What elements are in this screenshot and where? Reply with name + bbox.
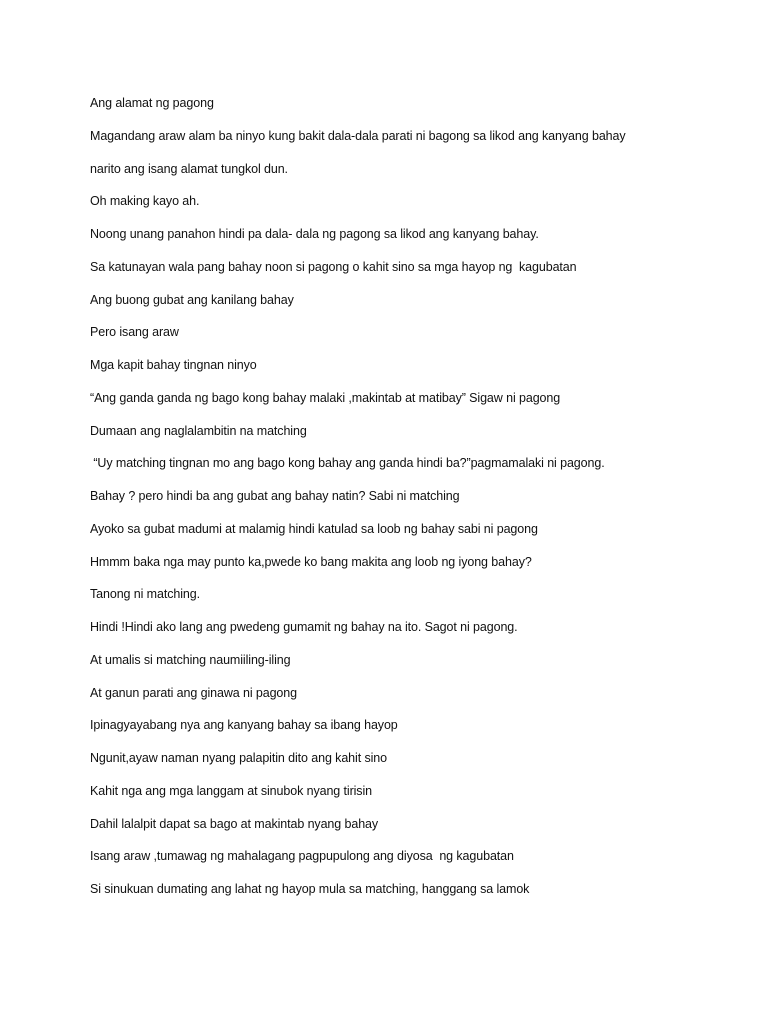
text-line: Bahay ? pero hindi ba ang gubat ang bahay natin? Sabi ni matching <box>90 489 460 503</box>
text-line: Pero isang araw <box>90 325 179 340</box>
text-line: Hindi !Hindi ako lang ang pwedeng gumamit ng bahay na ito. Sagot ni pagong. <box>90 620 518 634</box>
text-line: Magandang araw alam ba ninyo kung bakit dala-dala parati ni bagong sa likod ang kanyang bahay <box>90 128 626 143</box>
text-line: Noong unang panahon hindi pa dala- dala ng pagong sa likod ang kanyang bahay. <box>90 227 539 241</box>
text-line: Dahil lalalpit dapat sa bago at makintab nyang bahay <box>90 816 379 831</box>
text-line: “Ang ganda ganda ng bago kong bahay malaki ,makintab at matibay” Sigaw ni pagong <box>90 390 561 405</box>
story-title: Ang alamat ng pagong <box>90 96 214 110</box>
text-line: Mga kapit bahay tingnan ninyo <box>90 358 257 372</box>
text-line: Ngunit,ayaw naman nyang palapitin dito ang kahit sino <box>90 751 387 765</box>
text-line: Sa katunayan wala pang bahay noon si pagong o kahit sino sa mga hayop ng kagubatan <box>90 259 577 274</box>
text-line: Dumaan ang naglalambitin na matching <box>90 423 307 438</box>
text-line: Ipinagyayabang nya ang kanyang bahay sa ibang hayop <box>90 718 398 733</box>
text-line: Oh making kayo ah. <box>90 194 200 209</box>
text-line: Si sinukuan dumating ang lahat ng hayop mula sa matching, hanggang sa lamok <box>90 882 530 896</box>
text-line: Hmmm baka nga may punto ka,pwede ko bang makita ang loob ng iyong bahay? <box>90 554 532 569</box>
text-line: narito ang isang alamat tungkol dun. <box>90 161 288 176</box>
text-line: At umalis si matching naumiiling-iling <box>90 652 291 667</box>
text-line: Kahit nga ang mga langgam at sinubok nyang tirisin <box>90 783 372 798</box>
text-line: Ang buong gubat ang kanilang bahay <box>90 292 294 307</box>
text-line: Isang araw ,tumawag ng mahalagang pagpupulong ang diyosa ng kagubatan <box>90 849 514 864</box>
story-text <box>90 93 750 912</box>
text-line: “Uy matching tingnan mo ang bago kong bahay ang ganda hindi ba?”pagmamalaki ni pagong. <box>90 456 605 471</box>
text-line: Tanong ni matching. <box>90 587 200 602</box>
text-line: Ayoko sa gubat madumi at malamig hindi katulad sa loob ng bahay sabi ni pagong <box>90 521 538 536</box>
text-line: At ganun parati ang ginawa ni pagong <box>90 685 297 700</box>
